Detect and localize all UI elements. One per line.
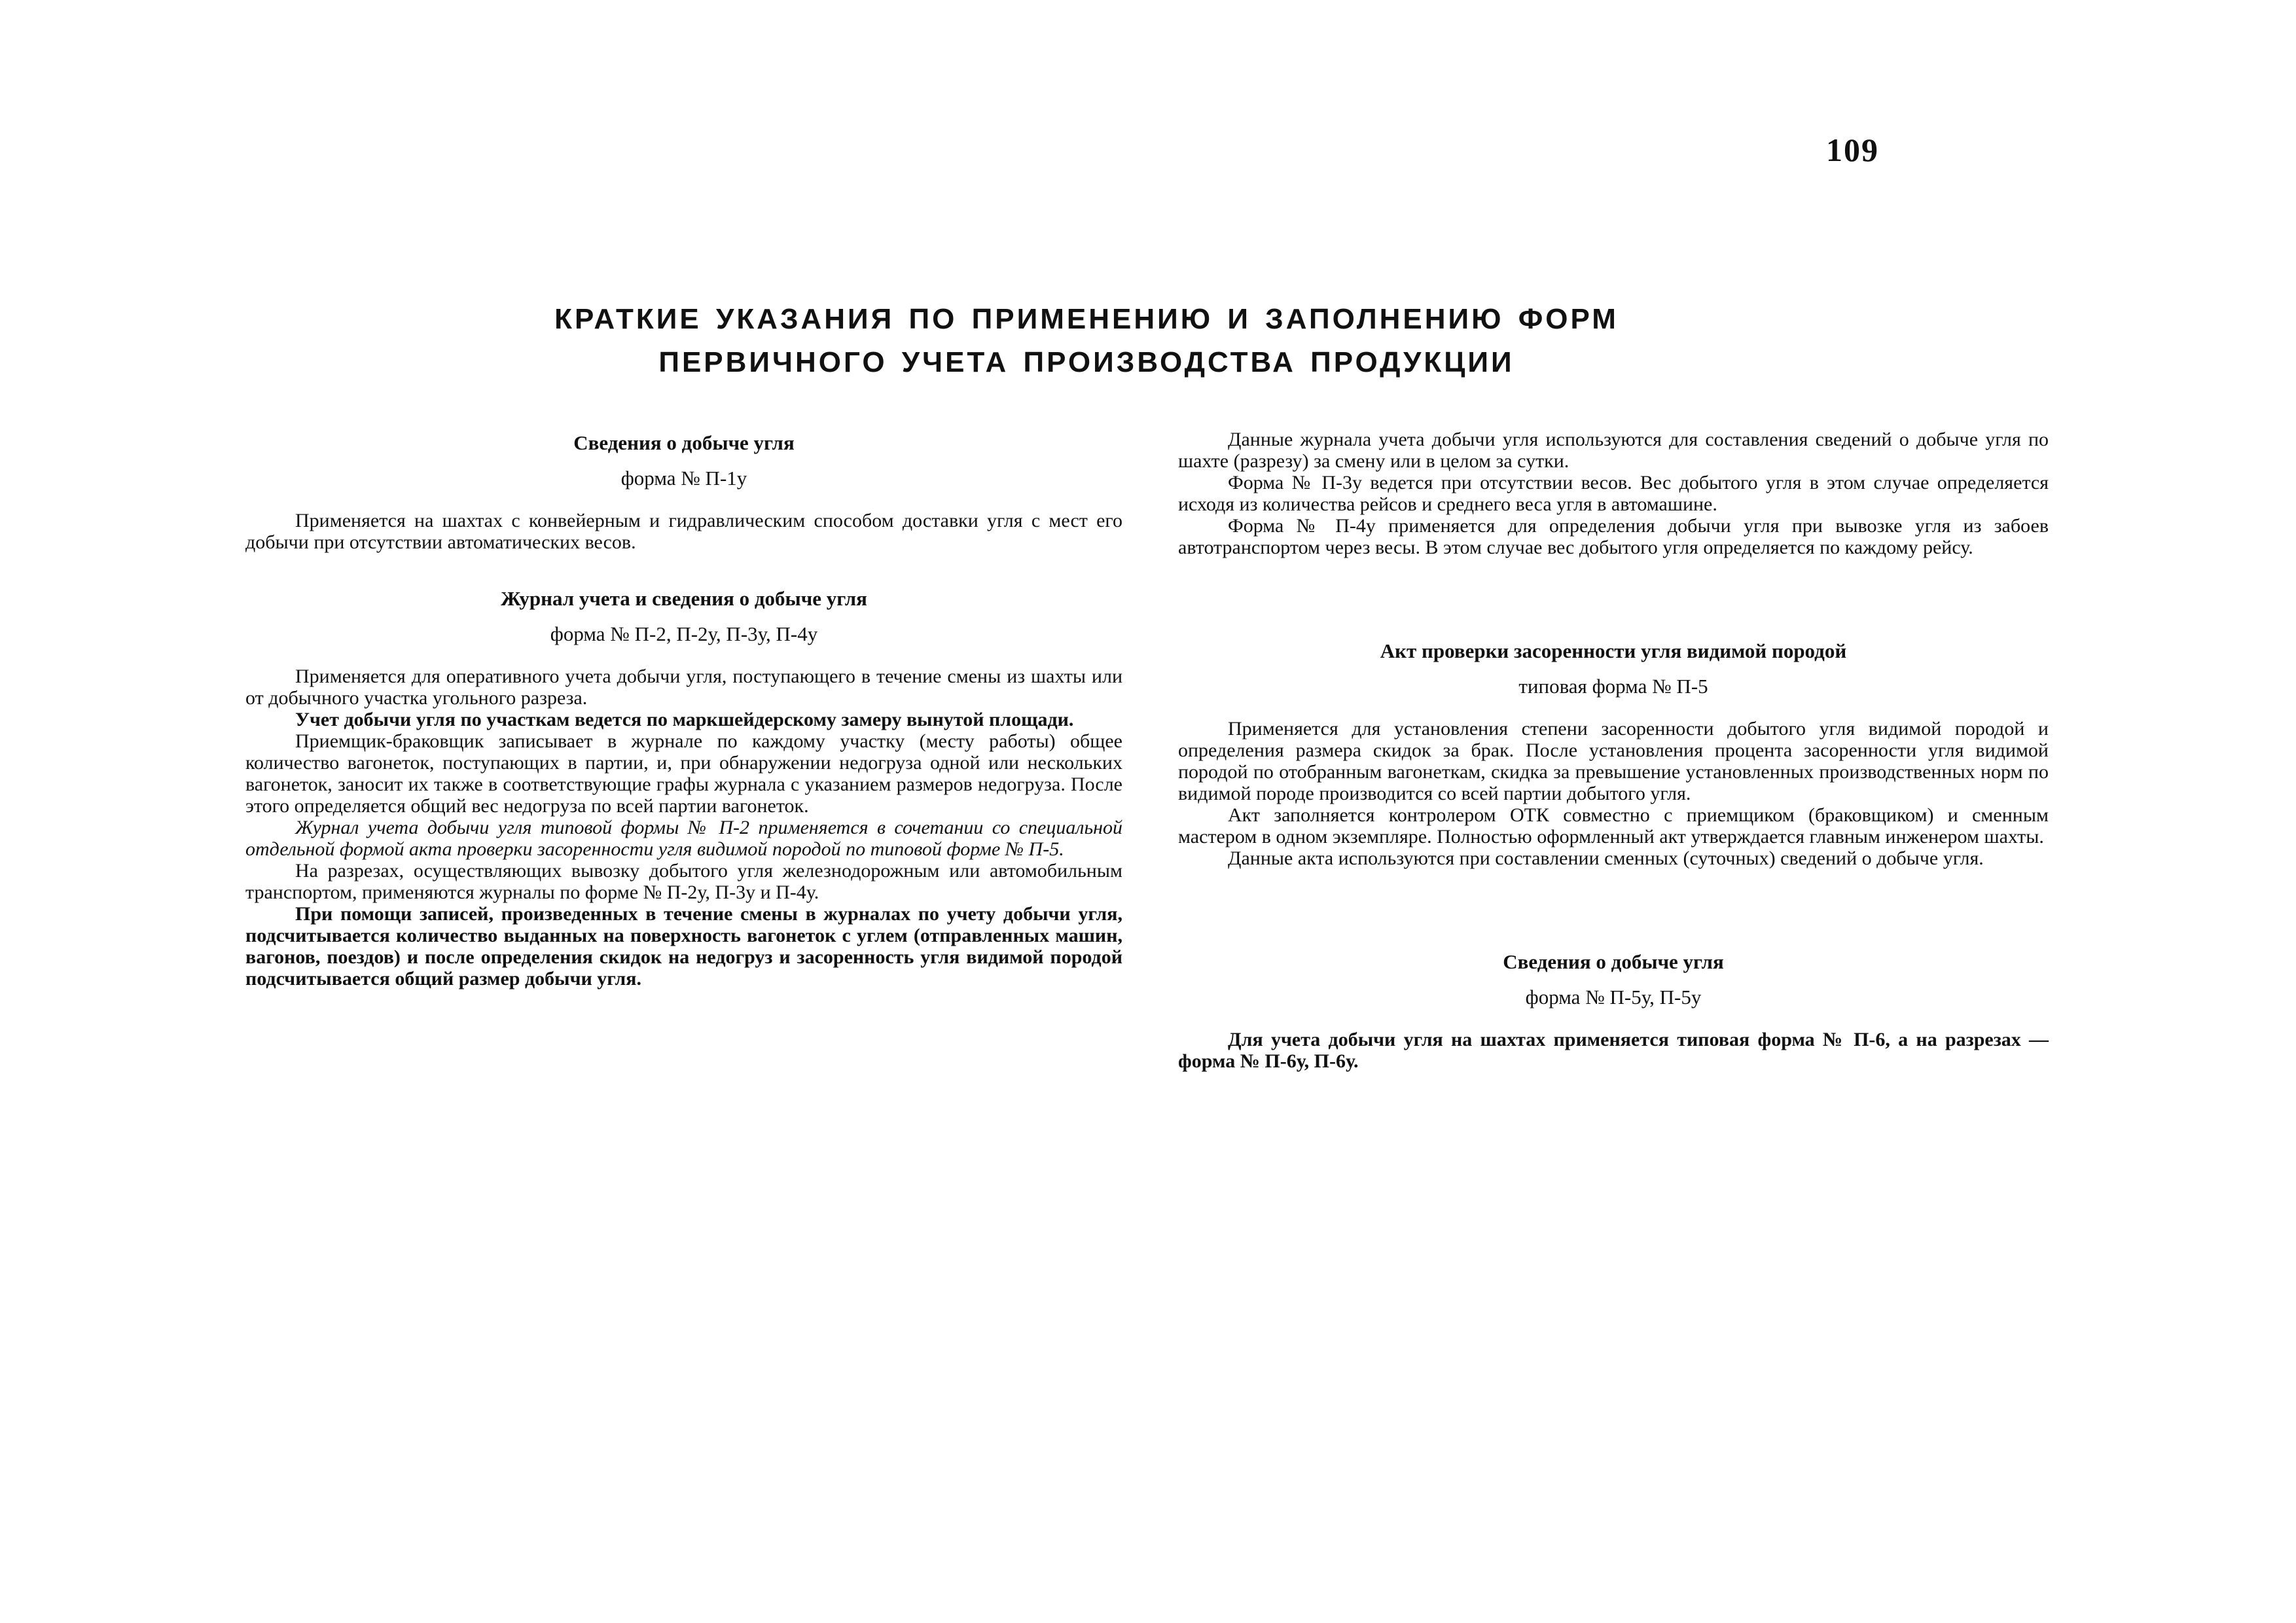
paragraph: Применяется для установления степени засоренности добытого угля видимой породой и определения размера скидок за брак. После установления процента засоренности угля видимой породой по отобранным вагонеткам, скидка за превышение установленных производственных норм по видимой породе производится со всей партии добытого угля. (1178, 718, 2049, 804)
paragraph: На разрезах, осуществляющих вывозку добытого угля железнодорожным или автомобильным транспортом, применяются журналы по форме № П-2у, П-3у и П-4у. (245, 860, 1122, 903)
page-number: 109 (1826, 132, 1879, 168)
paragraph: Применяется на шахтах с конвейерным и гидравлическим способом доставки угля с мест его добычи при отсутствии автоматических весов. (245, 510, 1122, 553)
paragraph: Журнал учета добычи угля типовой формы № П-2 применяется в сочетании со специальной отдельной формой акта проверки засоренности угля видимой породой по типовой форме № П-5. (245, 817, 1122, 860)
paragraph: Применяется для оперативного учета добычи угля, поступающего в течение смены из шахты или от добычного участка угольного разреза. (245, 666, 1122, 709)
section-title: Сведения о добыче угля (573, 431, 795, 454)
page-title (432, 298, 1741, 384)
section-coal-production-p5u (1178, 948, 2049, 1072)
left-column (245, 429, 1122, 990)
section-title: Сведения о добыче угля (1503, 950, 1724, 973)
section-form-number: форма № П-1у (620, 467, 747, 490)
paragraph: Для учета добычи угля на шахтах применяется типовая форма № П-6, а на разрезах — форма № П-6у, П-6у. (1178, 1029, 2049, 1072)
paragraph: Приемщик-браковщик записывает в журнале по каждому участку (месту работы) общее количество вагонеток, поступающих в партии, и, при обнаружении недогруза одной или нескольких вагонеток, заносит их также в соответствующие графы журнала с указанием размеров недогруза. После этого определяется общий вес недогруза по всей партии вагонеток. (245, 730, 1122, 817)
section-journal-usage (1178, 429, 2049, 558)
paragraph: Данные акта используются при составлении сменных (суточных) сведений о добыче угля. (1228, 847, 1984, 869)
section-coal-production-p1u (245, 429, 1122, 553)
title-line: КРАТКИЕ УКАЗАНИЯ ПО ПРИМЕНЕНИЮ И ЗАПОЛНЕНИЮ ФОРМ (554, 303, 1619, 335)
paragraph: Форма № П-4у применяется для определения добычи угля при вывозке угля из забоев автотранспортом через весы. В этом случае вес добытого угля определяется по каждому рейсу. (1178, 515, 2049, 558)
right-column (1178, 429, 2049, 1072)
section-title: Журнал учета и сведения о добыче угля (501, 587, 867, 610)
paragraph: Учет добычи угля по участкам ведется по маркшейдерскому замеру вынутой площади. (295, 709, 1074, 730)
section-title: Акт проверки засоренности угля видимой породой (1380, 639, 1847, 662)
paragraph: Данные журнала учета добычи угля используются для составления сведений о добыче угля по шахте (разрезу) за смену или в целом за сутки. (1178, 429, 2049, 472)
section-contamination-act-p5 (1178, 637, 2049, 869)
paragraph: Акт заполняется контролером ОТК совместно с приемщиком (браковщиком) и сменным мастером в одном экземпляре. Полностью оформленный акт утверждается главным инженером шахты. (1178, 804, 2049, 847)
title-line: ПЕРВИЧНОГО УЧЕТА ПРОИЗВОДСТВА ПРОДУКЦИИ (658, 346, 1515, 378)
section-form-number: форма № П-5у, П-5у (1525, 986, 1702, 1008)
section-form-number: форма № П-2, П-2у, П-3у, П-4у (550, 622, 818, 645)
section-journal-p2 (245, 584, 1122, 990)
paragraph: При помощи записей, произведенных в течение смены в журналах по учету добычи угля, подсчитывается количество выданных на поверхность вагонеток с углем (отправленных машин, вагонов, поездов) и после определения скидок на недогруз и засоренность угля видимой породой подсчитывается общий размер добычи угля. (245, 903, 1122, 990)
paragraph: Форма № П-3у ведется при отсутствии весов. Вес добытого угля в этом случае определяется исходя из количества рейсов и среднего веса угля в автомашине. (1178, 472, 2049, 515)
section-form-number: типовая форма № П-5 (1518, 675, 1708, 698)
